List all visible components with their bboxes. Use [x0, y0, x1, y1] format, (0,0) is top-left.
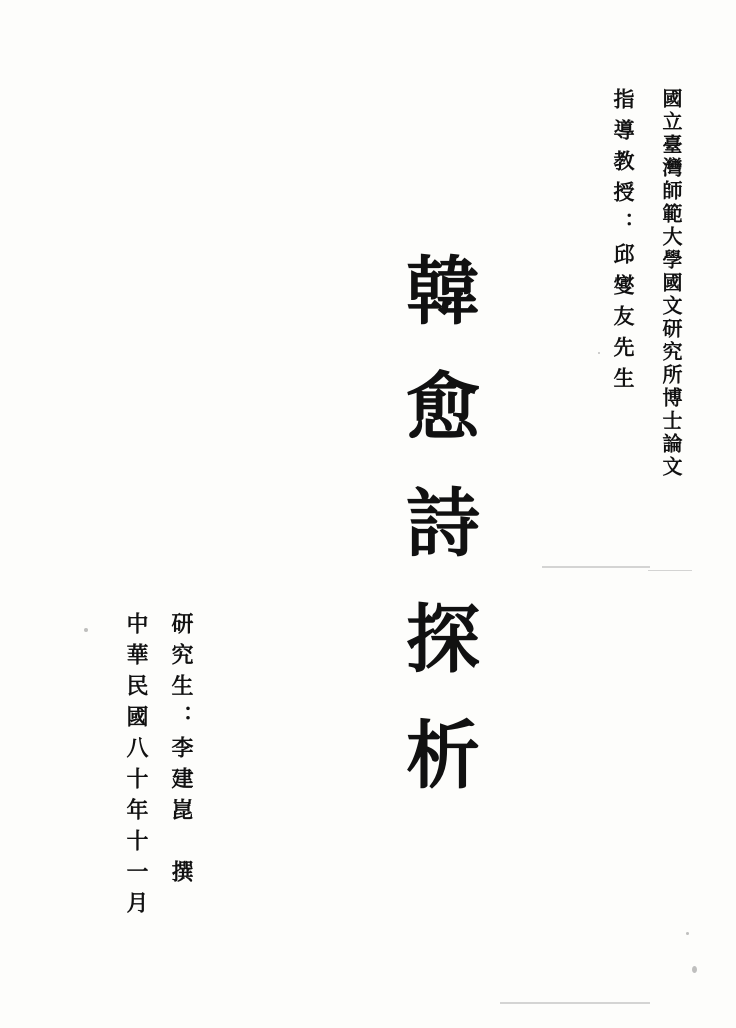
scan-artifact-line	[648, 570, 692, 571]
page-title: 韓愈詩探析	[394, 252, 480, 832]
advisor-line: 指導教授：邱燮友先生	[611, 88, 636, 398]
scan-artifact-line	[500, 1002, 650, 1004]
scan-speck	[598, 352, 600, 354]
author-line: 研究生：李建崑 撰	[168, 612, 194, 891]
institution-line: 國立臺灣師範大學國文研究所博士論文	[659, 88, 683, 479]
scan-speck	[686, 932, 689, 935]
scan-speck	[692, 966, 697, 973]
scan-artifact-line	[542, 566, 650, 568]
date-line: 中華民國八十年十一月	[123, 612, 149, 922]
scan-speck	[84, 628, 88, 632]
